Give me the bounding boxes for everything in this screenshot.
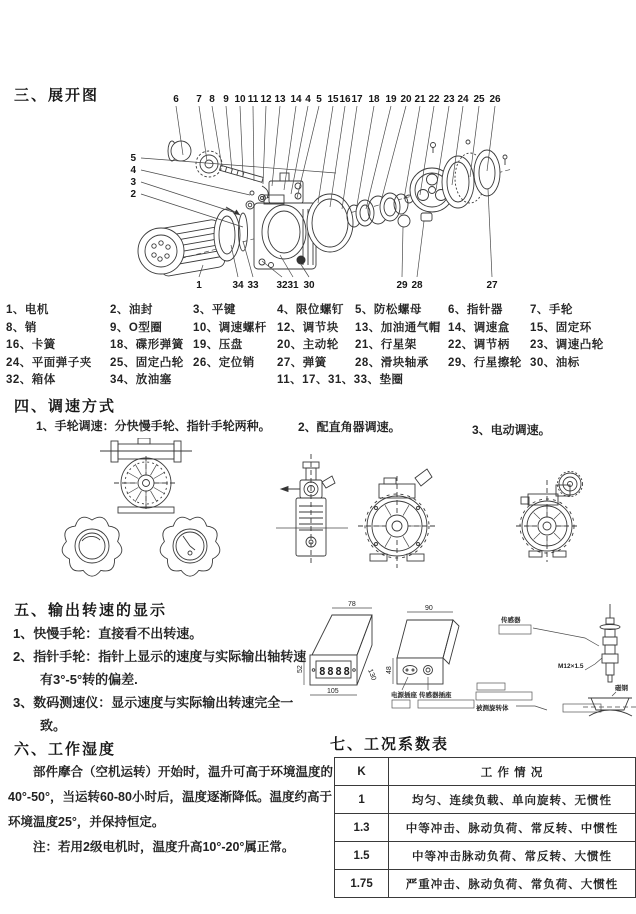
variator-top-view <box>100 438 192 513</box>
speed-method-drawings <box>0 438 636 596</box>
work-condition: 中等冲击脉动负荷、常反转、大惯性 <box>389 842 636 870</box>
part-list-item: 30、油标 <box>530 356 580 369</box>
thread-label: M12×1.5 <box>558 663 584 670</box>
work-condition: 中等冲击、脉动负荷、常反转、中惯性 <box>389 814 636 842</box>
k-value: 1.75 <box>335 870 389 898</box>
part-callout-number: 23 <box>443 94 455 105</box>
right-angle-side-view <box>276 454 348 566</box>
tachometer-diagram <box>295 598 636 738</box>
dim-front-height: 52 <box>297 665 304 673</box>
part-callout-number: 17 <box>351 94 363 105</box>
sensor-assembly-view <box>476 604 636 716</box>
part-list-item: 3、平键 <box>193 304 236 316</box>
magnet-label: 磁钢 <box>615 685 628 692</box>
part-list-item: 26、定位销 <box>193 356 255 369</box>
speed-display-item: 1、快慢手轮：直接看不出转速。 <box>13 626 203 641</box>
plain-handwheel-drawing <box>62 517 122 576</box>
section6-title: 六、工作湿度 <box>14 741 117 758</box>
pointer-handwheel-drawing <box>160 517 220 576</box>
part-list-item: 21、行星架 <box>355 339 417 352</box>
meter-display: 8888 <box>319 665 352 678</box>
part-list-item: 1、电机 <box>6 304 49 316</box>
speed-method-3: 3、电动调速。 <box>472 423 551 437</box>
speed-method-1: 1、手轮调速：分快慢手轮、指针手轮两种。 <box>36 419 271 433</box>
part-callout-number: 25 <box>473 94 485 105</box>
part-list-item: 19、压盘 <box>193 339 243 352</box>
part-list-item: 12、调节块 <box>277 321 339 334</box>
part-list-item: 22、调节柄 <box>448 339 510 352</box>
part-list-item: 27、弹簧 <box>277 356 327 369</box>
part-callout-number: 15 <box>327 94 339 105</box>
part-list-item: 20、主动轮 <box>277 339 339 352</box>
table-row <box>335 814 636 842</box>
right-angle-front-view <box>358 469 436 568</box>
part-list-item: 14、调速盒 <box>448 321 510 334</box>
part-list-item: 9、O型圈 <box>110 321 163 334</box>
part-list-item: 7、手轮 <box>530 304 573 316</box>
sensor-socket-label: 传感器插座 <box>419 692 452 699</box>
part-callout-number: 22 <box>428 94 440 105</box>
part-callout-number: 1 <box>196 280 202 291</box>
part-callout-number: 4 <box>305 94 311 105</box>
part-list-item: 18、碟形弹簧 <box>110 339 184 352</box>
part-list-item: 4、限位螺钉 <box>277 304 344 316</box>
table-row <box>335 842 636 870</box>
table-header-row <box>335 758 636 786</box>
part-callout-number: 10 <box>234 94 246 105</box>
dim-front-depth: 130 <box>366 668 378 682</box>
part-list-item: 6、指针器 <box>448 304 503 316</box>
rotor-label: 被测旋转体 <box>476 705 509 712</box>
dim-rear-height: 48 <box>386 666 393 674</box>
part-callout-number: 12 <box>260 94 272 105</box>
table-row <box>335 786 636 814</box>
part-callout-number: 9 <box>223 94 229 105</box>
part-callout-number: 32 <box>276 280 288 291</box>
part-list-item: 29、行星擦轮 <box>448 356 522 369</box>
section4-title: 四、调速方式 <box>14 398 117 415</box>
tachometer-front-view <box>297 601 377 695</box>
k-value: 1.5 <box>335 842 389 870</box>
part-list-item: 32、箱体 <box>6 374 56 387</box>
part-callout-number: 8 <box>209 94 215 105</box>
part-list-item: 15、固定环 <box>530 321 592 334</box>
part-list-item: 34、放油塞 <box>110 374 172 387</box>
part-list-item: 16、卡簧 <box>6 339 56 352</box>
part-callout-number: 4 <box>130 165 136 176</box>
condition-column-header: 工 作 情 况 <box>389 758 636 786</box>
exploded-view-diagram <box>0 85 636 298</box>
part-list-item: 25、固定凸轮 <box>110 356 184 369</box>
part-callout-number: 24 <box>457 94 469 105</box>
parts-list <box>6 301 632 389</box>
electric-adjust-view <box>516 472 583 563</box>
part-callout-number: 13 <box>274 94 286 105</box>
part-callout-number: 5 <box>130 153 136 164</box>
temp-note: 注：若用2级电机时，温度升高10°-20°属正常。 <box>33 840 295 854</box>
service-factor-table <box>334 757 636 898</box>
part-callout-number: 19 <box>385 94 397 105</box>
table-row <box>335 870 636 898</box>
speed-display-item: 2、指针手轮：指针上显示的速度与实际输出轴转速有3°-5°转的偏差. <box>13 649 307 687</box>
part-callout-number: 16 <box>339 94 351 105</box>
part-callout-number: 18 <box>368 94 380 105</box>
part-list-item: 8、销 <box>6 321 37 334</box>
temp-paragraph: 部件摩合（空机运转）开始时，温升可高于环境温度的40°-50°，当运转60-80小时后，温度逐渐降低。温度约高于环境温度25°，并保持恒定。 <box>8 765 334 829</box>
section7-title: 七、工况系数表 <box>330 736 450 753</box>
part-list-item: 10、调速螺杆 <box>193 321 267 334</box>
part-callout-number: 30 <box>303 280 315 291</box>
part-callout-number: 7 <box>196 94 202 105</box>
section3-title: 三、展开图 <box>14 87 100 104</box>
k-column-header: K <box>335 758 389 786</box>
part-list-item: 24、平面弹子夹 <box>6 356 92 369</box>
dim-front-width: 78 <box>348 601 356 608</box>
dim-front-base: 105 <box>327 688 339 695</box>
part-callout-number: 33 <box>247 280 259 291</box>
part-callout-number: 29 <box>396 280 408 291</box>
part-callout-number: 11 <box>247 94 259 105</box>
part-callout-number: 34 <box>232 280 244 291</box>
part-callout-number: 14 <box>290 94 302 105</box>
dim-rear-width: 90 <box>425 605 433 612</box>
part-callout-number: 31 <box>287 280 299 291</box>
exploded-view-drawing <box>138 140 512 277</box>
part-callout-number: 26 <box>489 94 501 105</box>
speed-method-2: 2、配直角器调速。 <box>298 420 401 434</box>
part-list-item: 28、滑块轴承 <box>355 356 429 369</box>
part-callout-number: 27 <box>486 280 498 291</box>
part-callout-number: 21 <box>414 94 426 105</box>
part-callout-number: 6 <box>173 94 179 105</box>
section5-title: 五、输出转速的显示 <box>14 602 168 619</box>
sensor-label: 传感器 <box>501 617 521 624</box>
part-list-item: 11、17、31、33、垫圈 <box>277 374 404 387</box>
speed-display-item: 3、数码测速仪：显示速度与实际输出转速完全一致。 <box>13 695 294 733</box>
work-condition: 严重冲击、脉动负荷、常负荷、大惯性 <box>389 870 636 898</box>
k-value: 1 <box>335 786 389 814</box>
part-callout-number: 3 <box>130 177 136 188</box>
speed-display-list <box>13 622 319 737</box>
work-condition: 均匀、连续负载、单向旋转、无惯性 <box>389 786 636 814</box>
part-list-item: 2、油封 <box>110 304 153 316</box>
part-list-item: 13、加油通气帽 <box>355 321 441 334</box>
part-callout-number: 5 <box>316 94 322 105</box>
part-callout-number: 2 <box>130 189 136 200</box>
part-callout-number: 20 <box>400 94 412 105</box>
part-callout-number: 28 <box>411 280 423 291</box>
power-socket-label: 电源插座 <box>391 692 417 699</box>
part-list-item: 5、防松螺母 <box>355 304 422 316</box>
part-list-item: 23、调速凸轮 <box>530 339 604 352</box>
k-value: 1.3 <box>335 814 389 842</box>
working-temp-text <box>8 760 336 860</box>
